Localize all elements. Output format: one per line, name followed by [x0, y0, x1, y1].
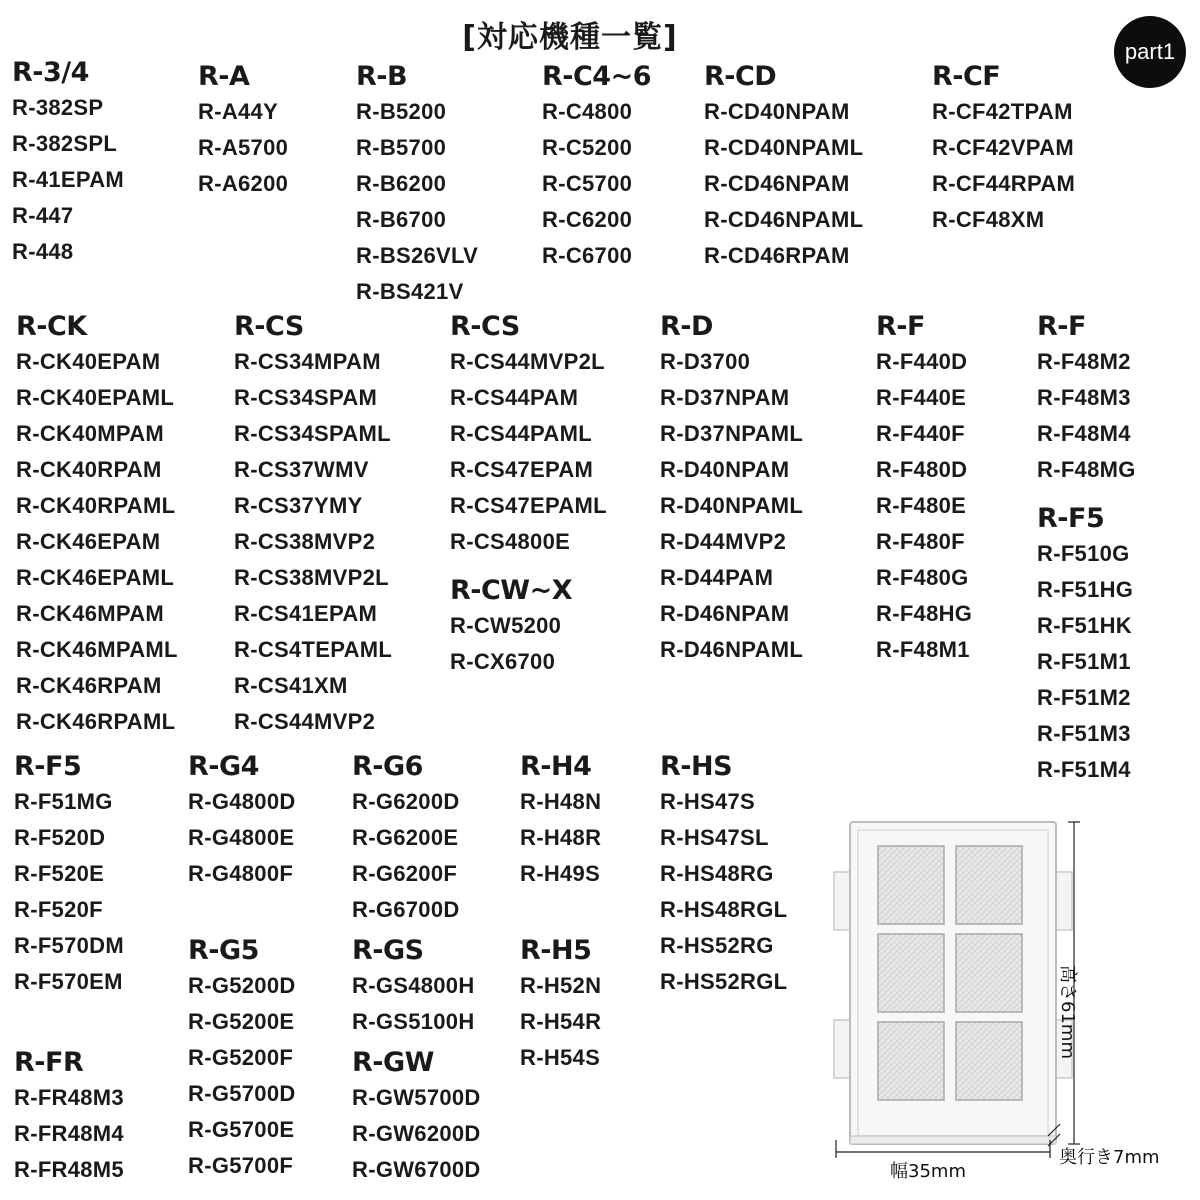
- series-heading: R-F5: [14, 751, 82, 782]
- model-item: R-CS4TEPAML: [234, 637, 393, 662]
- model-item: R-G4800E: [188, 825, 295, 850]
- model-item: R-CK46RPAML: [16, 709, 176, 734]
- series-heading: R-F5: [1037, 503, 1105, 534]
- model-item: R-F48M4: [1037, 421, 1131, 446]
- series-heading: R-HS: [660, 751, 733, 782]
- series-group: [660, 750, 787, 1000]
- model-item: R-F51M2: [1037, 685, 1131, 710]
- model-item: R-F51HK: [1037, 613, 1132, 638]
- model-item: R-GW5700D: [352, 1085, 481, 1110]
- series-heading: R-GS: [352, 935, 424, 966]
- model-item: R-D37NPAM: [660, 385, 790, 410]
- model-item: R-G5200D: [188, 973, 296, 998]
- model-item: R-C5200: [542, 135, 633, 160]
- model-item: R-BS421V: [356, 279, 464, 304]
- series-group: [234, 310, 392, 740]
- model-item: R-CK40EPAM: [16, 349, 161, 374]
- model-item: R-G4800F: [188, 861, 294, 886]
- model-item: R-CS44MVP2L: [450, 349, 605, 374]
- model-item: R-F440F: [876, 421, 965, 446]
- model-item: R-H48N: [520, 789, 602, 814]
- model-item: R-CS41XM: [234, 673, 348, 698]
- series-group: [660, 310, 803, 668]
- model-item: R-G5700D: [188, 1081, 296, 1106]
- model-item: R-G5200F: [188, 1045, 294, 1070]
- series-group: [14, 750, 124, 1000]
- model-item: R-CF42VPAM: [932, 135, 1074, 160]
- model-item: R-F520D: [14, 825, 106, 850]
- model-item: R-A5700: [198, 135, 289, 160]
- series-heading: R-FR: [14, 1047, 84, 1078]
- model-item: R-F480E: [876, 493, 967, 518]
- model-item: R-382SPL: [12, 131, 118, 156]
- model-item: R-B5700: [356, 135, 447, 160]
- series-group: [188, 750, 296, 892]
- model-item: R-F480G: [876, 565, 969, 590]
- series-group: [14, 1046, 124, 1188]
- model-item: R-F48MG: [1037, 457, 1136, 482]
- width-label: 幅35mm: [890, 1161, 966, 1182]
- series-group: [188, 934, 296, 1184]
- height-label: 高さ61mm: [1057, 965, 1078, 1059]
- model-item: R-G4800D: [188, 789, 296, 814]
- model-item: R-CS44MVP2: [234, 709, 376, 734]
- model-item: R-F510G: [1037, 541, 1130, 566]
- model-item: R-FR48M4: [14, 1121, 124, 1146]
- model-item: R-F48M1: [876, 637, 970, 662]
- model-item: R-D46NPAM: [660, 601, 790, 626]
- series-heading: R-A: [198, 61, 250, 92]
- model-item: R-CD40NPAM: [704, 99, 850, 124]
- model-item: R-GW6700D: [352, 1157, 481, 1182]
- model-item: R-G5700F: [188, 1153, 294, 1178]
- model-item: R-447: [12, 203, 74, 228]
- series-heading: R-GW: [352, 1047, 434, 1078]
- model-item: R-CD46NPAM: [704, 171, 850, 196]
- model-item: R-D46NPAML: [660, 637, 804, 662]
- series-group: [352, 1046, 481, 1188]
- model-item: R-G5200E: [188, 1009, 295, 1034]
- model-item: R-CK46MPAML: [16, 637, 178, 662]
- model-item: R-B5200: [356, 99, 447, 124]
- model-item: R-F51M4: [1037, 757, 1131, 782]
- model-item: R-F51MG: [14, 789, 113, 814]
- series-group: [352, 934, 475, 1040]
- model-item: R-D44MVP2: [660, 529, 787, 554]
- filter-illustration: [820, 790, 1200, 1200]
- model-item: R-FR48M5: [14, 1157, 124, 1182]
- model-item: R-D3700: [660, 349, 751, 374]
- model-item: R-CK40EPAML: [16, 385, 175, 410]
- series-group: [520, 750, 601, 892]
- model-item: R-FR48M3: [14, 1085, 124, 1110]
- model-item: R-HS52RG: [660, 933, 774, 958]
- model-item: R-CS37YMY: [234, 493, 363, 518]
- series-heading: R-C4~6: [542, 61, 652, 92]
- model-item: R-CW5200: [450, 613, 562, 638]
- model-item: R-448: [12, 239, 74, 264]
- model-item: R-H54R: [520, 1009, 602, 1034]
- model-item: R-CS38MVP2L: [234, 565, 389, 590]
- model-item: R-CS34SPAML: [234, 421, 391, 446]
- model-item: R-CS47EPAML: [450, 493, 607, 518]
- depth-label: 奥行き7mm: [1059, 1147, 1160, 1168]
- model-item: R-CF44RPAM: [932, 171, 1076, 196]
- series-heading: R-CF: [932, 61, 1001, 92]
- model-item: R-CX6700: [450, 649, 556, 674]
- series-group: [1037, 502, 1133, 788]
- model-item: R-B6200: [356, 171, 447, 196]
- model-item: R-F51M1: [1037, 649, 1131, 674]
- model-item: R-CS41EPAM: [234, 601, 378, 626]
- model-item: R-A44Y: [198, 99, 279, 124]
- series-heading: R-3/4: [12, 57, 89, 88]
- model-item: R-GS5100H: [352, 1009, 475, 1034]
- model-item: R-G6700D: [352, 897, 460, 922]
- series-group: [450, 574, 572, 680]
- model-item: R-HS47S: [660, 789, 756, 814]
- part-badge: part1: [1114, 16, 1186, 88]
- model-item: R-C6200: [542, 207, 633, 232]
- model-item: R-F520E: [14, 861, 105, 886]
- series-group: [932, 60, 1075, 238]
- series-group: [1037, 310, 1136, 488]
- model-item: R-D40NPAM: [660, 457, 790, 482]
- model-item: R-CS37WMV: [234, 457, 369, 482]
- model-item: R-C5700: [542, 171, 633, 196]
- series-group: [542, 60, 651, 274]
- model-item: R-CD40NPAML: [704, 135, 864, 160]
- series-heading: R-B: [356, 61, 408, 92]
- model-item: R-CF48XM: [932, 207, 1045, 232]
- series-group: [12, 56, 124, 270]
- model-item: R-CS38MVP2: [234, 529, 376, 554]
- series-heading: R-H5: [520, 935, 592, 966]
- model-item: R-F48M2: [1037, 349, 1131, 374]
- series-group: [520, 934, 601, 1076]
- model-item: R-G6200F: [352, 861, 458, 886]
- model-item: R-F480D: [876, 457, 968, 482]
- page-title: [対応機種一覧]: [462, 20, 678, 55]
- model-item: R-CK40RPAM: [16, 457, 162, 482]
- model-item: R-B6700: [356, 207, 447, 232]
- model-item: R-CS34MPAM: [234, 349, 381, 374]
- model-item: R-HS48RGL: [660, 897, 788, 922]
- series-heading: R-F: [876, 311, 925, 342]
- model-item: R-F48HG: [876, 601, 973, 626]
- model-item: R-F520F: [14, 897, 103, 922]
- model-item: R-CS47EPAM: [450, 457, 594, 482]
- model-item: R-F48M3: [1037, 385, 1131, 410]
- series-heading: R-H4: [520, 751, 592, 782]
- series-heading: R-CW~X: [450, 575, 573, 606]
- model-item: R-CK46EPAML: [16, 565, 175, 590]
- model-item: R-G6200E: [352, 825, 459, 850]
- series-heading: R-F: [1037, 311, 1086, 342]
- model-item: R-H54S: [520, 1045, 601, 1070]
- model-item: R-CK46EPAM: [16, 529, 161, 554]
- series-group: [352, 750, 460, 928]
- model-item: R-F51HG: [1037, 577, 1134, 602]
- model-item: R-382SP: [12, 95, 104, 120]
- model-item: R-C4800: [542, 99, 633, 124]
- model-item: R-D37NPAML: [660, 421, 804, 446]
- model-item: R-D40NPAML: [660, 493, 804, 518]
- series-heading: R-D: [660, 311, 713, 342]
- series-heading: R-G6: [352, 751, 423, 782]
- model-item: R-D44PAM: [660, 565, 774, 590]
- model-item: R-CD46RPAM: [704, 243, 850, 268]
- series-heading: R-CK: [16, 311, 87, 342]
- series-group: [356, 60, 478, 310]
- series-heading: R-G4: [188, 751, 259, 782]
- model-item: R-F480F: [876, 529, 965, 554]
- model-item: R-CS4800E: [450, 529, 571, 554]
- model-item: R-CS44PAM: [450, 385, 579, 410]
- series-heading: R-CS: [234, 311, 304, 342]
- model-item: R-CK40RPAML: [16, 493, 176, 518]
- model-item: R-GW6200D: [352, 1121, 481, 1146]
- series-heading: R-CD: [704, 61, 777, 92]
- model-item: R-H52N: [520, 973, 602, 998]
- series-heading: R-G5: [188, 935, 259, 966]
- model-item: R-H49S: [520, 861, 601, 886]
- model-item: R-H48R: [520, 825, 602, 850]
- model-item: R-F440D: [876, 349, 968, 374]
- series-heading: R-CS: [450, 311, 520, 342]
- series-group: [704, 60, 863, 274]
- model-item: R-HS52RGL: [660, 969, 788, 994]
- model-item: R-CF42TPAM: [932, 99, 1073, 124]
- model-item: R-CK40MPAM: [16, 421, 165, 446]
- model-item: R-41EPAM: [12, 167, 125, 192]
- series-group: [876, 310, 972, 668]
- model-item: R-CK46RPAM: [16, 673, 162, 698]
- model-item: R-CS44PAML: [450, 421, 592, 446]
- model-item: R-F570DM: [14, 933, 124, 958]
- model-item: R-HS48RG: [660, 861, 774, 886]
- model-item: R-F440E: [876, 385, 967, 410]
- series-group: [198, 60, 288, 202]
- model-item: R-C6700: [542, 243, 633, 268]
- model-item: R-F570EM: [14, 969, 123, 994]
- series-group: [16, 310, 178, 740]
- model-item: R-BS26VLV: [356, 243, 479, 268]
- model-item: R-CK46MPAM: [16, 601, 165, 626]
- model-item: R-GS4800H: [352, 973, 475, 998]
- model-item: R-F51M3: [1037, 721, 1131, 746]
- model-item: R-G6200D: [352, 789, 460, 814]
- model-item: R-HS47SL: [660, 825, 769, 850]
- model-item: R-A6200: [198, 171, 289, 196]
- model-item: R-CD46NPAML: [704, 207, 864, 232]
- model-item: R-CS34SPAM: [234, 385, 378, 410]
- series-group: [450, 310, 607, 560]
- model-item: R-G5700E: [188, 1117, 295, 1142]
